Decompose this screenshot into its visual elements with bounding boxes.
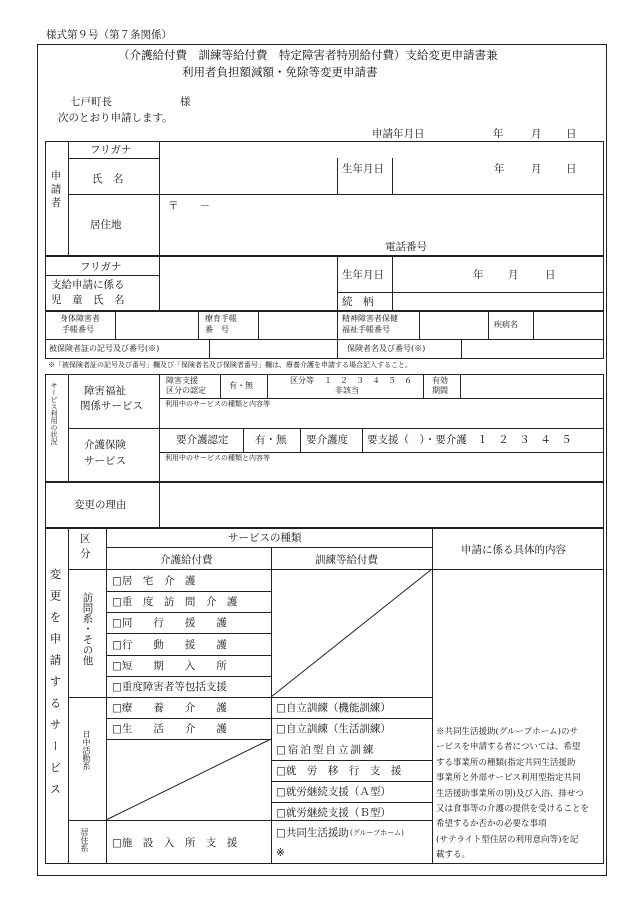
care-current-services-note: 利用中のサービスの種類と内容等: [165, 454, 270, 462]
checkbox-home-care[interactable]: □居 宅 介 護: [112, 575, 196, 587]
addressee-suffix: 様: [180, 96, 191, 108]
checkbox-daily-life-care[interactable]: □生 活 介 護: [112, 723, 227, 735]
insurer-label: 保険者名及び番号(※): [347, 344, 426, 353]
applicant-birthdate-label: 生年月日: [342, 163, 384, 175]
insured-number-label: 被保険者証の記号及び番号(※): [49, 344, 160, 353]
applicant-furigana-label: フリガナ: [90, 144, 132, 156]
care-level-label: 要介護度: [306, 434, 348, 446]
disability-current-services-note: 利用中のサービスの種類と内容等: [165, 400, 270, 408]
form-title-line2: 利用者負担額減額・免除等変更申請書: [182, 65, 378, 79]
checkbox-medical-care[interactable]: □療 養 介 護: [112, 702, 227, 714]
intro-text: 次のとおり申請します。: [58, 112, 173, 124]
training-benefit-header: 訓練等給付費: [315, 554, 378, 566]
category-label: 区分等: [290, 376, 314, 385]
details-note-line: 事業所と外部サービス利用型指定共同: [436, 773, 581, 784]
checkbox-accompanying-support[interactable]: □同 行 援 護: [112, 617, 227, 629]
form-number: 様式第９号（第７条関係）: [46, 29, 172, 41]
details-note-line: ※共同生活援助(グループホーム)のサ: [436, 727, 578, 737]
postal-code-field[interactable]: 〒 －: [168, 200, 210, 212]
checkbox-group-home[interactable]: □共同生活援助: [276, 827, 349, 839]
residential-category-label: 居住系: [80, 828, 89, 852]
disease-label: 疾病名: [494, 320, 518, 329]
disability-service-label-line2: 関係サービス: [80, 400, 143, 412]
care-insurance-label-line2: サービス: [84, 455, 126, 467]
services-section-label: 変更を申請するサービス: [48, 568, 63, 805]
valid-period-label-line1: 有効: [432, 376, 448, 385]
care-cert-yes-no[interactable]: 有・無: [255, 434, 287, 446]
physical-cert-label-line2: 手帳番号: [62, 325, 94, 334]
child-birth-day: 日: [545, 269, 556, 281]
daytime-category-label: 日中活動系: [82, 730, 91, 770]
applicant-birth-month: 月: [531, 163, 542, 175]
form-title-line1: （介護給付費 訓練等給付費 特定障害者特別給付費）支給変更申請書兼: [118, 48, 498, 62]
checkbox-behavioral-support[interactable]: □行 動 援 護: [112, 639, 227, 651]
change-reason-label: 変更の理由: [74, 499, 127, 511]
service-usage-section-label: サービス利用の状況: [50, 382, 58, 445]
child-birth-month: 月: [508, 269, 519, 281]
support-cert-label-line1: 障害支援: [166, 376, 198, 385]
applicant-birth-year: 年: [494, 163, 505, 175]
rehab-cert-label-line1: 療育手帳: [205, 314, 237, 323]
category-values[interactable]: １ ２ ３ ４ ５ ６: [324, 376, 412, 385]
not-applicable-option[interactable]: 非該当: [335, 386, 359, 395]
details-note-line: 希望するか否かの必要な事項: [436, 819, 547, 830]
checkbox-comprehensive-support[interactable]: □重度障害者等包括支援: [112, 681, 227, 693]
physical-cert-label-line1: 身体障害者: [60, 314, 100, 323]
child-birth-year: 年: [473, 269, 484, 281]
checkbox-severe-visiting-care[interactable]: □重 度 訪 問 介 護: [112, 596, 238, 608]
applicant-section-label: 申請者: [49, 170, 62, 211]
details-header: 申請に係る具体的内容: [461, 544, 566, 556]
child-relation-label: 続 柄: [342, 296, 374, 308]
service-type-header: サービスの種類: [228, 532, 302, 544]
application-date-label: 申請年月日: [372, 128, 425, 140]
details-note-line: 生活援助事業所の別)及び入浴、排せつ: [436, 788, 584, 799]
group-home-suffix: (グループホーム): [350, 829, 404, 837]
details-note-line: (サテライト型住居の利用意向等)を記: [436, 834, 579, 845]
details-note-line: する事業所の種類(指定共同生活援助: [436, 757, 576, 768]
checkbox-employment-a[interactable]: □就労継続支援（Ａ型）: [276, 786, 391, 798]
child-name-label-line1: 支給申請に係る: [51, 279, 125, 291]
visiting-category-label: 訪問系・その他: [81, 592, 94, 666]
care-insurance-label-line1: 介護保険: [84, 439, 126, 451]
checkbox-employment-transition[interactable]: □就 労 移 行 支 援: [276, 765, 402, 777]
addressee: 七戸町長: [70, 96, 112, 108]
care-level-values[interactable]: 要支援（ ）・要介護 １ ２ ３ ４ ５: [367, 434, 572, 446]
applicant-address-label: 居住地: [90, 219, 122, 231]
support-cert-label-line2: 区分の認定: [166, 386, 206, 395]
checkbox-life-training[interactable]: □自立訓練（生活訓練）: [276, 723, 391, 735]
support-cert-yes-no[interactable]: 有・無: [229, 381, 253, 390]
phone-label: 電話番号: [385, 241, 427, 253]
applicant-birth-day: 日: [566, 163, 577, 175]
checkbox-employment-b[interactable]: □就労継続支援（Ｂ型）: [276, 807, 391, 819]
details-note: [436, 725, 589, 864]
details-note-line: 又は食事等の介護の提供を受けることを: [436, 804, 590, 815]
note-text: ※「被保険者証の記号及び番号」欄及び「保険者名及び保険者番号」欄は、療養介護を申請する場合記入すること。: [48, 361, 412, 369]
application-date-month: 月: [531, 128, 542, 140]
application-date-year: 年: [493, 128, 504, 140]
child-name-label-line2: 児 童 氏 名: [51, 294, 125, 306]
mental-cert-label-line2: 福祉手帳番号: [342, 325, 390, 334]
application-date-day: 日: [566, 128, 577, 140]
disability-service-label-line1: 障害福祉: [84, 385, 126, 397]
child-birthdate-label: 生年月日: [342, 269, 384, 281]
group-home-mark: ※: [276, 847, 285, 859]
applicant-name-label: 氏 名: [92, 173, 124, 185]
checkbox-functional-training[interactable]: □自立訓練（機能訓練）: [276, 702, 391, 714]
category-header-char2: 分: [80, 548, 91, 560]
checkbox-residential-training[interactable]: □宿泊型自立訓練: [276, 744, 376, 756]
care-benefit-header: 介護給付費: [160, 554, 213, 566]
child-furigana-label: フリガナ: [80, 261, 122, 273]
checkbox-facility-admission[interactable]: □施 設 入 所 支 援: [112, 837, 238, 849]
category-header-char1: 区: [80, 533, 91, 545]
rehab-cert-label-line2: 番 号: [205, 325, 229, 334]
care-cert-label: 要介護認定: [176, 434, 229, 446]
checkbox-short-stay[interactable]: □短 期 入 所: [112, 660, 227, 672]
mental-cert-label-line1: 精神障害者保健: [342, 314, 398, 323]
details-note-line: 載する。: [436, 850, 471, 861]
details-note-line: ービスを申請する者については、希望: [436, 742, 581, 753]
valid-period-label-line2: 期間: [432, 386, 448, 395]
